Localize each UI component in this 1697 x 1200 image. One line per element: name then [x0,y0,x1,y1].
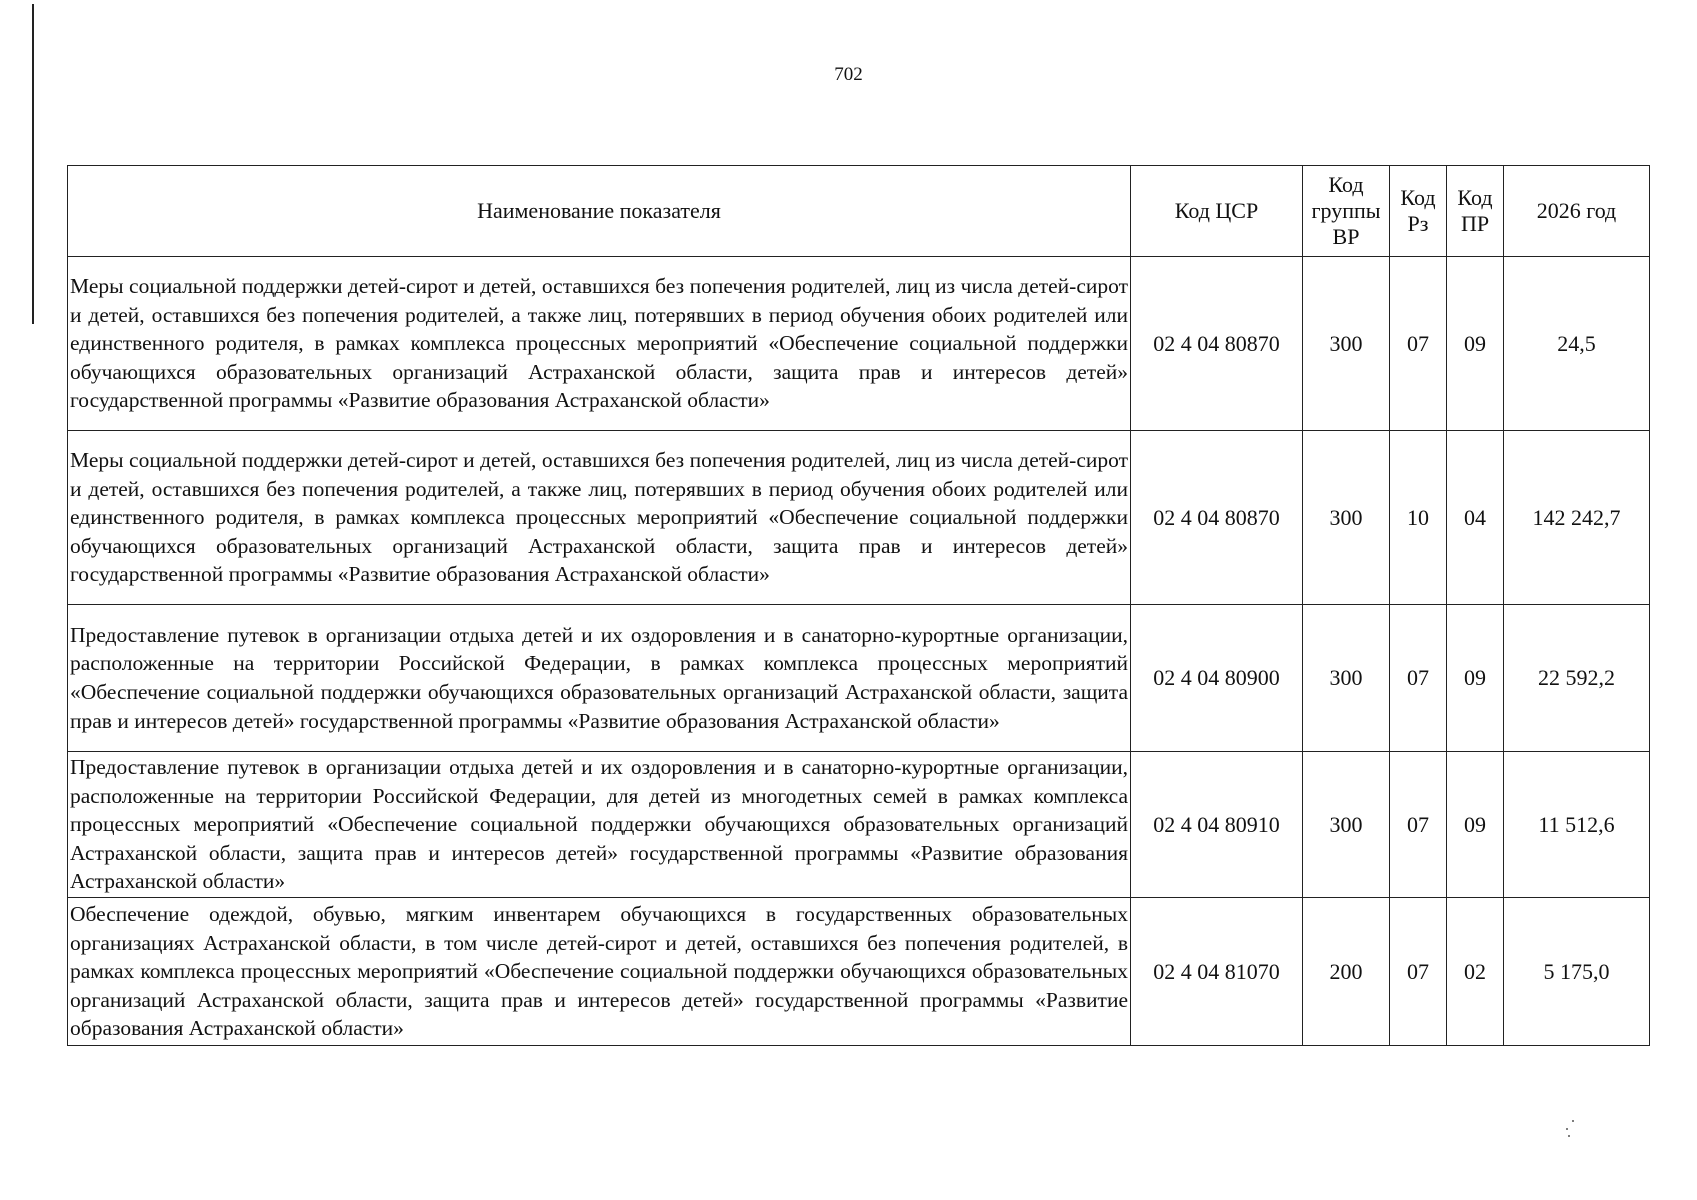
row-name: Меры социальной поддержки детей-сирот и детей, оставшихся без попечения родителей, лиц из числа детей-сирот и детей, оставшихся без попечения родителей, а также лиц, потерявших в период обучения обоих родителей или единственного родителя, в рамках комплекса процессных мероприятий «Обеспечение социальной поддержки обучающихся образовательных организаций Астраханской области, защита прав и интересов детей» государственной программы «Развитие образования Астраханской области» [68,257,1131,431]
row-csr: 02 4 04 81070 [1131,898,1303,1046]
row-name: Обеспечение одеждой, обувью, мягким инвентарем обучающихся в государственных образовательных организациях Астраханской области, в том числе детей-сирот и детей, оставшихся без попечения родителей, в рамках комплекса процессных мероприятий «Обеспечение социальной поддержки обучающихся образовательных организаций Астраханской области, защита прав и интересов детей» государственной программы «Развитие образования Астраханской области» [68,898,1131,1046]
row-csr: 02 4 04 80870 [1131,257,1303,431]
row-pr: 09 [1447,257,1504,431]
row-pr: 09 [1447,752,1504,898]
row-name: Предоставление путевок в организации отдыха детей и их оздоровления и в санаторно-курортные организации, расположенные на территории Российской Федерации, для детей из многодетных семей в рамках комплекса процессных мероприятий «Обеспечение социальной поддержки обучающихся образовательных организаций Астраханской области, защита прав и интересов детей» государственной программы «Развитие образования Астраханской области» [68,752,1131,898]
table-row [68,898,1650,1046]
table-row [68,752,1650,898]
header-rz: Код Рз [1390,166,1447,257]
table-row [68,431,1650,605]
row-amount: 5 175,0 [1504,898,1650,1046]
header-csr: Код ЦСР [1131,166,1303,257]
header-row [68,166,1650,257]
scan-speck [1572,1120,1574,1122]
row-rz: 07 [1390,605,1447,752]
row-pr: 02 [1447,898,1504,1046]
row-amount: 24,5 [1504,257,1650,431]
row-rz: 07 [1390,898,1447,1046]
row-vr: 300 [1303,605,1390,752]
row-name: Предоставление путевок в организации отдыха детей и их оздоровления и в санаторно-курортные организации, расположенные на территории Российской Федерации, в рамках комплекса процессных мероприятий «Обеспечение социальной поддержки обучающихся образовательных организаций Астраханской области, защита прав и интересов детей» государственной программы «Развитие образования Астраханской области» [68,605,1131,752]
row-amount: 11 512,6 [1504,752,1650,898]
row-csr: 02 4 04 80910 [1131,752,1303,898]
table-row [68,605,1650,752]
row-pr: 04 [1447,431,1504,605]
row-pr: 09 [1447,605,1504,752]
table-row [68,257,1650,431]
row-vr: 300 [1303,257,1390,431]
page-number: 702 [834,64,863,85]
budget-table [67,165,1650,1046]
row-amount: 142 242,7 [1504,431,1650,605]
row-csr: 02 4 04 80870 [1131,431,1303,605]
row-rz: 07 [1390,752,1447,898]
row-rz: 10 [1390,431,1447,605]
row-csr: 02 4 04 80900 [1131,605,1303,752]
header-pr: Код ПР [1447,166,1504,257]
row-amount: 22 592,2 [1504,605,1650,752]
header-vr: Код группы ВР [1303,166,1390,257]
table-body [68,257,1650,1046]
row-vr: 300 [1303,752,1390,898]
scan-speck [1566,1128,1568,1130]
header-year: 2026 год [1504,166,1650,257]
row-vr: 200 [1303,898,1390,1046]
row-name: Меры социальной поддержки детей-сирот и детей, оставшихся без попечения родителей, лиц из числа детей-сирот и детей, оставшихся без попечения родителей, а также лиц, потерявших в период обучения обоих родителей или единственного родителя, в рамках комплекса процессных мероприятий «Обеспечение социальной поддержки обучающихся образовательных организаций Астраханской области, защита прав и интересов детей» государственной программы «Развитие образования Астраханской области» [68,431,1131,605]
binding-line [32,4,34,324]
table-header [68,166,1650,257]
row-vr: 300 [1303,431,1390,605]
row-rz: 07 [1390,257,1447,431]
scan-speck [1568,1135,1570,1137]
header-name: Наименование показателя [68,166,1131,257]
